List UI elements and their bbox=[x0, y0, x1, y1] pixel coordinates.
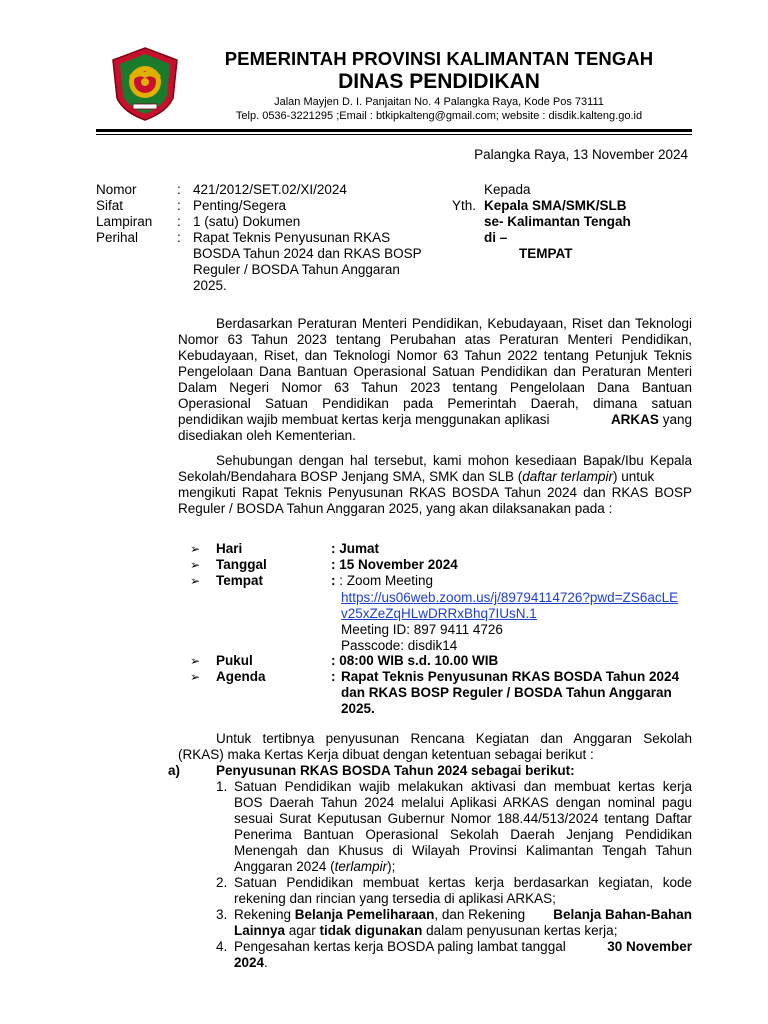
agenda-line-1: Rapat Teknis Penyusunan RKAS BOSDA Tahun 2024 bbox=[341, 669, 680, 684]
item-4-number: 4. bbox=[216, 939, 228, 954]
item-1-number: 1. bbox=[216, 779, 228, 794]
header-government-title: PEMERINTAH PROVINSI KALIMANTAN TENGAH bbox=[224, 48, 654, 69]
lampiran-label: Lampiran bbox=[96, 214, 153, 229]
recipient-yth: Yth. bbox=[452, 198, 477, 213]
perihal-line-4: 2025. bbox=[193, 278, 227, 293]
header-divider-thin bbox=[96, 134, 692, 135]
perihal-label: Perihal bbox=[96, 230, 139, 245]
paragraph-3-first-line: Untuk tertibnya penyusunan Rencana Kegiatan dan Anggaran Sekolah bbox=[216, 731, 692, 746]
perihal-colon: : bbox=[177, 230, 181, 245]
paragraph-3-second-line: (RKAS) maka Kertas Kerja dibuat dengan ketentuan sebagai berikut : bbox=[178, 747, 594, 762]
header-department-title: DINAS PENDIDIKAN bbox=[338, 70, 540, 93]
perihal-line-3: Reguler / BOSDA Tahun Anggaran bbox=[193, 262, 400, 277]
tempat-value: : : Zoom Meeting bbox=[331, 573, 434, 588]
nomor-value: 421/2012/SET.02/XI/2024 bbox=[193, 182, 347, 197]
tanggal-label: Tanggal bbox=[216, 557, 267, 572]
tempat-label: Tempat bbox=[216, 573, 264, 588]
hari-label: Hari bbox=[216, 541, 243, 556]
header-address: Jalan Mayjen D. I. Panjaitan No. 4 Palangka Raya, Kode Pos 73111 bbox=[274, 96, 604, 108]
section-a-title: Penyusunan RKAS BOSDA Tahun 2024 sebagai berikut: bbox=[216, 763, 575, 778]
recipient-line-3: di – bbox=[484, 230, 508, 245]
perihal-line-2: BOSDA Tahun 2024 dan RKAS BOSP bbox=[193, 246, 422, 261]
agenda-line-2: dan RKAS BOSP Reguler / BOSDA Tahun Anggaran bbox=[341, 685, 672, 700]
paragraph-1-first-line: Berdasarkan Peraturan Menteri Pendidikan, Kebudayaan, Riset dan Teknologi bbox=[216, 316, 692, 331]
perihal-line-1: Rapat Teknis Penyusunan RKAS bbox=[193, 230, 391, 245]
recipient-line-4: TEMPAT bbox=[519, 246, 573, 261]
recipient-line-2: se- Kalimantan Tengah bbox=[484, 214, 631, 229]
tempat-value-text: : Zoom Meeting bbox=[339, 573, 434, 588]
agenda-label: Agenda bbox=[216, 669, 266, 684]
bullet-arrow-icon: ➢ bbox=[190, 542, 201, 556]
item-3-number: 3. bbox=[216, 907, 228, 922]
bullet-arrow-icon: ➢ bbox=[190, 654, 201, 668]
meeting-id: Meeting ID: 897 9411 4726 bbox=[341, 622, 503, 637]
item-4-text: Pengesahan kertas kerja BOSDA paling lambat tanggal 30 November 2024. bbox=[234, 939, 692, 970]
lampiran-colon: : bbox=[177, 214, 181, 229]
sifat-label: Sifat bbox=[96, 198, 124, 213]
item-3-text: Rekening Belanja Pemeliharaan, dan Rekening Belanja Bahan-Bahan Lainnya agar tidak digunakan dalam penyusunan kertas kerja; bbox=[234, 907, 692, 938]
recipient-line-1: Kepala SMA/SMK/SLB bbox=[484, 198, 627, 213]
section-a-marker: a) bbox=[168, 763, 181, 778]
bullet-arrow-icon: ➢ bbox=[190, 558, 201, 572]
header-divider-thick bbox=[96, 129, 692, 132]
passcode: Passcode: disdik14 bbox=[341, 638, 458, 653]
nomor-colon: : bbox=[177, 182, 181, 197]
item-2-text: Satuan Pendidikan membuat kertas kerja berdasarkan kegiatan, kode rekening dan rincian yang tersedia di aplikasi ARKAS; bbox=[234, 875, 692, 906]
item-2-number: 2. bbox=[216, 875, 228, 890]
sifat-colon: : bbox=[177, 198, 181, 213]
letter-date: Palangka Raya, 13 November 2024 bbox=[474, 147, 688, 162]
recipient-kepada: Kepada bbox=[484, 182, 531, 197]
bullet-arrow-icon: ➢ bbox=[190, 574, 201, 588]
provincial-emblem-logo bbox=[107, 46, 183, 122]
lampiran-value: 1 (satu) Dokumen bbox=[193, 214, 301, 229]
zoom-link-line-1[interactable]: https://us06web.zoom.us/j/89794114726?pwd=ZS6acLE bbox=[341, 590, 679, 605]
paragraph-2: Sehubungan dengan hal tersebut, kami mohon kesediaan Bapak/Ibu Kepala Sekolah/Bendahara BOSP Jenjang SMA, SMK dan SLB (daftar terlampir) untuk mengikuti Rapat Teknis Penyusunan RKAS BOSDA Tahun 2024 dan RKAS BOSP Reguler / BOSDA Tahun Anggaran 2025, yang akan dilaksanakan pada : bbox=[178, 453, 692, 516]
pukul-value: : 08:00 WIB s.d. 10.00 WIB bbox=[331, 653, 499, 668]
header-contact: Telp. 0536-3221295 ;Email : btkipkalteng@gmail.com; website : disdik.kalteng.go.id bbox=[235, 110, 643, 122]
hari-value: : Jumat bbox=[331, 541, 380, 556]
agenda-line-3: 2025. bbox=[341, 701, 375, 716]
agenda-colon: : bbox=[331, 669, 336, 684]
item-1-text: Satuan Pendidikan wajib melakukan aktivasi dan membuat kertas kerja BOS Daerah Tahun 2024 melalui Aplikasi ARKAS dengan nominal pagu sesuai Surat Keputusan Gubernur Nomor 188.44/513/2024 tentang Daftar Penerima Bantuan Operasional Sekolah Daerah Jenjang Pendidikan Menengah dan Khusus di Wilayah Provinsi Kalimantan Tengah Tahun Anggaran 2024 (terlampir); bbox=[234, 779, 692, 874]
tanggal-value: : 15 November 2024 bbox=[331, 557, 458, 572]
paragraph-1-body: Nomor 63 Tahun 2023 tentang Perubahan atas Peraturan Menteri Pendidikan, Kebudayaan, Riset, dan Teknologi Nomor 63 Tahun 2022 tentang Petunjuk Teknis Pengelolaan Dana Bantuan Operasional Satuan Pendidikan dan Peraturan Menteri Dalam Negeri Nomor 63 Tahun 2023 tentang Pengelolaan Dana Bantuan Operasional Satuan Pendidikan pada Pemerintah Daerah, dimana satuan pendidikan wajib membuat kertas kerja menggunakan aplikasi ARKAS yang disediakan oleh Kementerian. bbox=[178, 332, 692, 443]
bullet-arrow-icon: ➢ bbox=[190, 670, 201, 684]
zoom-link-line-2[interactable]: v25xZeZqHLwDRRxBhq7IUsN.1 bbox=[341, 606, 537, 621]
sifat-value: Penting/Segera bbox=[193, 198, 287, 213]
pukul-label: Pukul bbox=[216, 653, 253, 668]
nomor-label: Nomor bbox=[96, 182, 137, 197]
